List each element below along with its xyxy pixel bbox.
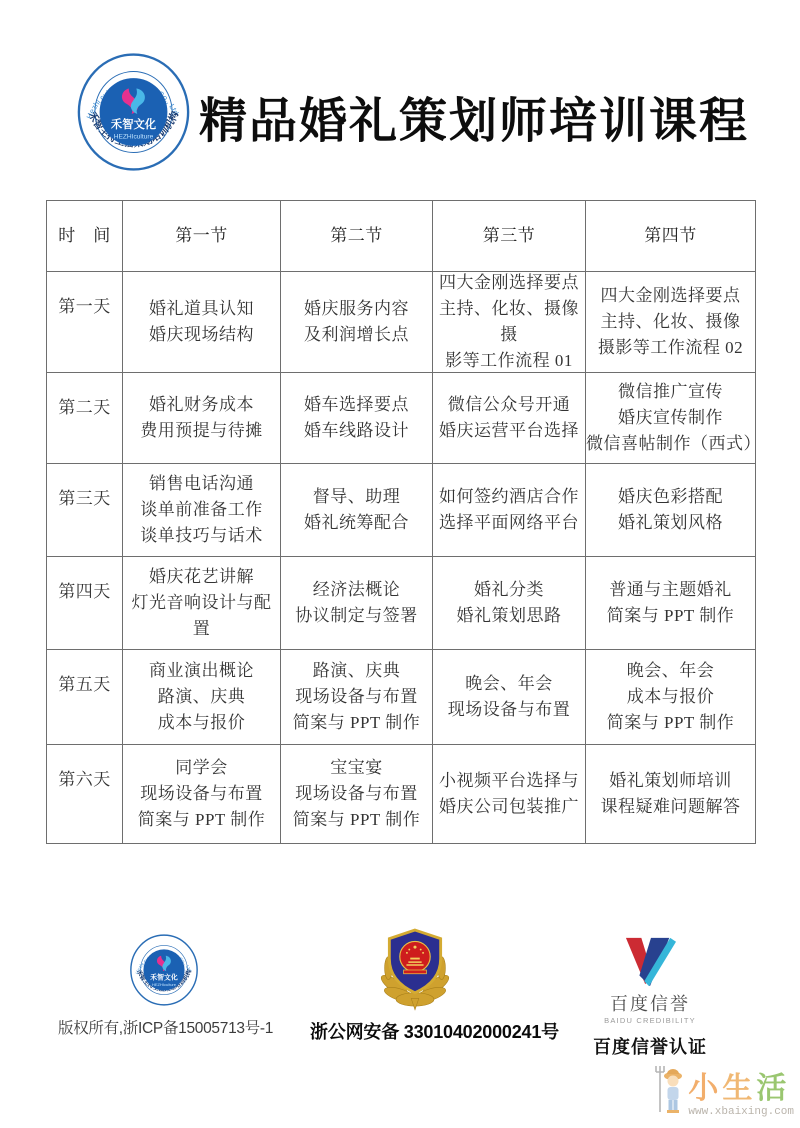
schedule-cell	[433, 272, 586, 373]
schedule-cell-line: 婚礼策划师培训	[609, 771, 732, 790]
baidu-credibility-icon	[621, 936, 679, 988]
hezhi-culture-logo-small	[128, 934, 200, 1006]
schedule-cell	[433, 464, 586, 557]
schedule-cell-line: 晚会、年会	[465, 674, 553, 693]
schedule-cell-line: 摄影等工作流程 02	[597, 338, 744, 357]
day-label: 第三天	[47, 464, 123, 557]
schedule-cell-line: 婚礼分类	[474, 580, 544, 599]
schedule-cell-line: 现场设备与布置	[295, 687, 418, 706]
schedule-cell	[586, 650, 756, 745]
schedule-cell-line: 简案与 PPT 制作	[137, 810, 266, 829]
schedule-cell	[433, 557, 586, 650]
schedule-cell-line: 简案与 PPT 制作	[606, 606, 735, 625]
schedule-cell	[281, 272, 433, 373]
baidu-credit-label: 百度信誉	[610, 994, 690, 1014]
schedule-cell-line: 婚庆宣传制作	[618, 408, 723, 427]
page-title: 精品婚礼策划师培训课程	[198, 95, 749, 148]
schedule-cell-line: 婚礼策划思路	[456, 606, 562, 625]
schedule-cell	[433, 745, 586, 844]
schedule-cell	[123, 272, 281, 373]
schedule-cell-line: 婚庆运营平台选择	[439, 421, 579, 440]
schedule-cell-line: 婚庆花艺讲解	[149, 567, 254, 586]
schedule-cell-line: 四大金刚选择要点	[600, 286, 741, 305]
day-label: 第六天	[47, 745, 123, 844]
schedule-cell	[123, 557, 281, 650]
schedule-cell-line: 简案与 PPT 制作	[606, 713, 735, 732]
schedule-cell	[281, 745, 433, 844]
footer-baidu-block	[572, 936, 728, 1059]
schedule-cell	[586, 373, 761, 464]
watermark-char: 生	[722, 1072, 757, 1105]
schedule-cell-line: 婚车线路设计	[304, 421, 409, 440]
schedule-cell-line: 灯光音响设计与配置	[131, 593, 272, 638]
watermark-char: 小	[688, 1072, 723, 1105]
schedule-cell-line: 婚礼统筹配合	[304, 513, 409, 532]
schedule-cell	[281, 464, 433, 557]
schedule-cell-line: 婚礼道具认知	[149, 299, 254, 318]
schedule-cell	[281, 557, 433, 650]
schedule-cell	[281, 373, 433, 464]
schedule-cell-line: 成本与报价	[157, 713, 246, 732]
schedule-cell-line: 主持、化妆、摄像摄	[439, 299, 579, 344]
schedule-cell-line: 四大金刚选择要点	[439, 273, 579, 292]
schedule-cell-line: 婚庆现场结构	[149, 325, 254, 344]
schedule-cell-line: 小视频平台选择与	[439, 771, 579, 790]
watermark-url: www.xbaixing.com	[688, 1106, 794, 1118]
schedule-cell-line: 谈单技巧与话术	[140, 526, 263, 545]
icp-record-text: 版权所有,浙ICP备15005713号-1	[58, 1020, 274, 1037]
schedule-cell	[123, 650, 281, 745]
baidu-credit-label-en: BAIDU CREDIBILITY	[604, 1016, 696, 1025]
schedule-cell	[433, 373, 586, 464]
schedule-cell-line: 销售电话沟通	[149, 474, 254, 493]
schedule-cell-line: 现场设备与布置	[295, 784, 418, 803]
schedule-cell-line: 婚庆服务内容	[304, 299, 409, 318]
day-label: 第四天	[47, 557, 123, 650]
schedule-cell	[586, 745, 756, 844]
schedule-cell-line: 影等工作流程 01	[445, 351, 573, 370]
schedule-cell-line: 微信喜帖制作（西式）	[586, 434, 761, 453]
schedule-cell	[586, 272, 756, 373]
schedule-cell-line: 费用预提与待摊	[140, 421, 263, 440]
schedule-cell-line: 普通与主题婚礼	[609, 580, 732, 599]
schedule-cell-line: 微信公众号开通	[447, 395, 571, 414]
column-header: 第二节	[281, 201, 433, 272]
schedule-cell-line: 婚庆色彩搭配	[618, 487, 723, 506]
column-header: 第一节	[123, 201, 281, 272]
schedule-cell	[123, 745, 281, 844]
schedule-cell-line: 督导、助理	[312, 487, 401, 506]
police-record-text: 浙公网安备 33010402000241号	[310, 1022, 559, 1042]
site-watermark	[654, 1064, 794, 1118]
schedule-cell-line: 婚车选择要点	[304, 395, 409, 414]
footer-copyright-block	[58, 934, 274, 1038]
schedule-cell-line: 路演、庆典	[157, 687, 246, 706]
schedule-cell	[281, 650, 433, 745]
watermark-char: 活	[756, 1072, 791, 1105]
schedule-cell-line: 协议制定与签署	[295, 606, 418, 625]
day-label: 第五天	[47, 650, 123, 745]
day-label: 第二天	[47, 373, 123, 464]
schedule-cell	[586, 557, 756, 650]
schedule-cell-line: 课程疑难问题解答	[600, 797, 741, 816]
police-badge-icon	[377, 926, 453, 1012]
schedule-cell-line: 简案与 PPT 制作	[292, 810, 421, 829]
schedule-cell-line: 及利润增长点	[304, 325, 409, 344]
schedule-cell-line: 经济法概论	[312, 580, 401, 599]
hezhi-culture-logo	[77, 50, 190, 174]
schedule-cell-line: 现场设备与布置	[140, 784, 263, 803]
schedule-cell-line: 晚会、年会	[626, 661, 715, 680]
schedule-cell-line: 谈单前准备工作	[140, 500, 263, 519]
watermark-title	[688, 1074, 790, 1104]
schedule-cell	[123, 464, 281, 557]
column-header: 第四节	[586, 201, 756, 272]
schedule-cell-line: 主持、化妆、摄像	[600, 312, 741, 331]
schedule-cell-line: 婚礼策划风格	[618, 513, 723, 532]
schedule-cell-line: 路演、庆典	[312, 661, 401, 680]
schedule-cell-line: 商业演出概论	[149, 661, 254, 680]
schedule-cell-line: 如何签约酒店合作	[439, 487, 579, 506]
column-header: 时 间	[47, 201, 123, 272]
schedule-cell-line: 微信推广宣传	[618, 382, 723, 401]
schedule-cell-line: 婚礼财务成本	[149, 395, 254, 414]
schedule-cell-line: 现场设备与布置	[447, 700, 571, 719]
column-header: 第三节	[433, 201, 586, 272]
footer-police-block	[310, 926, 559, 1044]
schedule-cell-line: 选择平面网络平台	[439, 513, 579, 532]
farmer-cartoon-icon	[654, 1064, 686, 1118]
schedule-cell-line: 成本与报价	[626, 687, 715, 706]
schedule-cell-line: 简案与 PPT 制作	[292, 713, 421, 732]
day-label: 第一天	[47, 272, 123, 373]
schedule-cell-line: 同学会	[175, 758, 228, 777]
schedule-cell	[586, 464, 756, 557]
baidu-cert-label: 百度信誉认证	[593, 1037, 707, 1057]
schedule-cell	[123, 373, 281, 464]
schedule-cell	[433, 650, 586, 745]
schedule-cell-line: 婚庆公司包装推广	[439, 797, 579, 816]
course-schedule-table	[46, 200, 761, 844]
schedule-cell-line: 宝宝宴	[330, 758, 383, 777]
